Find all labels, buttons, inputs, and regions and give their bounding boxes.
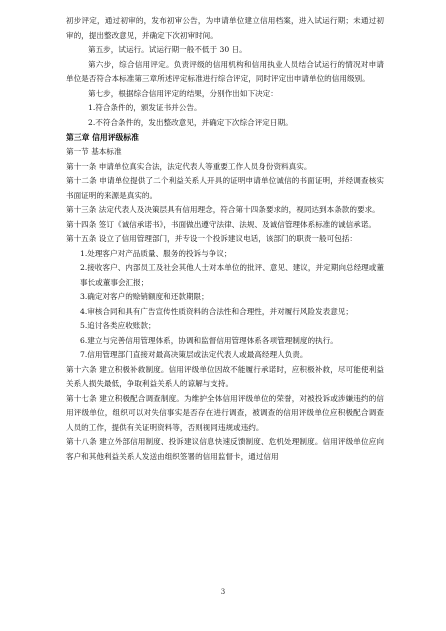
paragraph: 4.审核合同和具有广告宣传性质资料的合法性和合理性，并对履行风险发表意见； bbox=[80, 306, 354, 316]
paragraph: 第十五条 设立了信用管理部门，并专设一个投诉建议电话，该部门的职责一般可包括： bbox=[66, 234, 357, 243]
paragraph: 7.信用管理部门直接对最高决策层或法定代表人或最高经理人负责。 bbox=[80, 350, 308, 359]
page-number: 3 bbox=[220, 588, 226, 596]
paragraph: 1.处理客户对产品质量、服务的投诉与争议； bbox=[80, 248, 232, 258]
paragraph: 3.确定对客户的赊销额度和还款期限； bbox=[80, 292, 209, 301]
paragraph: 第一节 基本标准 bbox=[66, 147, 122, 156]
paragraph: 第十三条 法定代表人及决策层具有信用理念，符合第十四条要求的，视同达到本条款的要求。 bbox=[66, 205, 380, 214]
paragraph: 1.符合条件的，颁发证书并公告。 bbox=[88, 103, 202, 112]
paragraph: 第十六条 建立积极补救制度。信用评级单位因故不能履行承诺时，应积极补救，尽可能使利益关系人损失最低，争取利益关系人的谅解与支持。 bbox=[66, 364, 384, 388]
document-body bbox=[66, 14, 384, 464]
paragraph: 2.接收客户、内部员工及社会其他人士对本单位的批评、意见、建议，并定期向总经理或董事长或董事会汇报； bbox=[80, 263, 384, 287]
paragraph: 第五步，试运行。试运行期一般不低于 30 日。 bbox=[88, 45, 247, 54]
paragraph: 第十八条 建立外部信用制度、投诉建议信息快速反馈制度、危机处理制度。信用评级单位应向客户和其他利益关系人发送由组织签署的信用监督卡，通过信用 bbox=[66, 437, 384, 461]
paragraph: 第三章 信用评级标准 bbox=[66, 133, 139, 142]
paragraph: 第十二条 申请单位提供了二个利益关系人开具的证明申请单位诚信的书面证明，并经调查核实书面证明的来源是真实的。 bbox=[66, 176, 384, 200]
paragraph: 第十七条 建立积极配合调查制度。为维护全体信用评级单位的荣誉，对被投诉或涉嫌违约的信用评级单位，组织可以对失信事实是否存在进行调查，被调查的信用评级单位应积极配合调查人员的工作，提供有关证明资料等，否则视同违规或违约。 bbox=[66, 393, 384, 432]
paragraph: 5.追讨各类应收账款； bbox=[80, 321, 156, 330]
paragraph: 6.建立与完善信用管理体系，协调和监督信用管理体系各项管理制度的执行。 bbox=[80, 335, 338, 345]
paragraph: 初步评定，通过初审的，发布初审公告，为申请单位建立信用档案，进入试运行期；未通过初审的，提出整改意见，并确定下次初审时间。 bbox=[66, 16, 384, 40]
paragraph: 第七步，根据综合信用评定的结果，分别作出如下决定： bbox=[88, 88, 278, 98]
paragraph: 2.不符合条件的，发出整改意见，并确定下次综合评定日期。 bbox=[88, 117, 293, 127]
paragraph: 第十一条 申请单位真实合法，法定代表人等重要工作人员身份资料真实。 bbox=[66, 161, 312, 171]
paragraph: 第十四条 签订《诚信承诺书》，书面做出遵守法律、法规、及诚信管理体系标准的诚信承诺。 bbox=[66, 219, 376, 229]
paragraph: 第六步，综合信用评定。负责评级的信用机构和信用执业人员结合试运行的情况对申请单位是否符合本标准第三章所述评定标准进行综合评定，同时评定出申请单位的信用级别。 bbox=[66, 59, 384, 83]
